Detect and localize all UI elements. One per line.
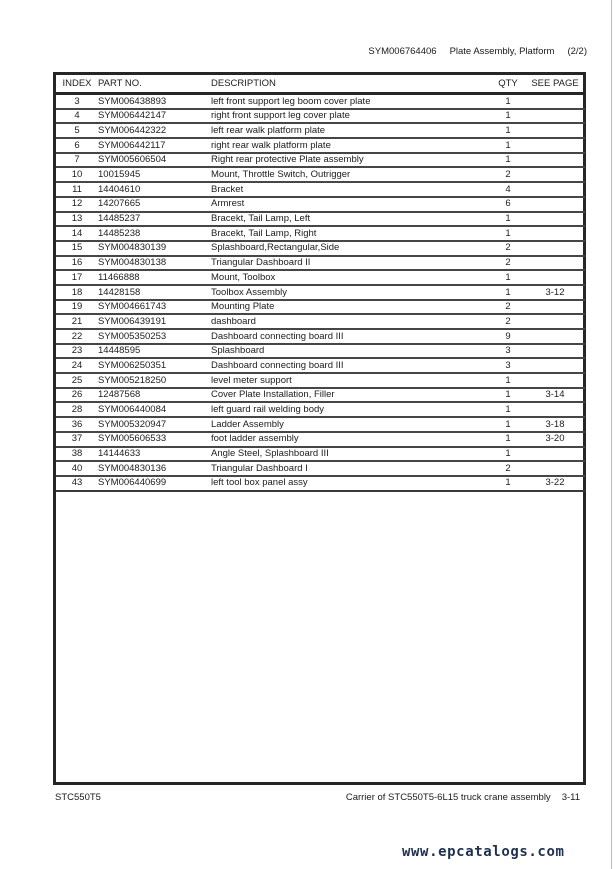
cell-qty: 3 [491, 358, 525, 373]
cell-part-no: SYM005218250 [98, 373, 211, 388]
footer-right [346, 792, 580, 803]
cell-qty: 1 [491, 402, 525, 417]
cell-qty: 9 [491, 329, 525, 344]
table-row [56, 447, 585, 462]
cell-qty: 2 [491, 314, 525, 329]
header-part-number: SYM006764406 [368, 46, 437, 57]
cell-see-page [525, 329, 585, 344]
cell-part-no: 14207665 [98, 197, 211, 212]
cell-part-no: 14404610 [98, 182, 211, 197]
cell-part-no: 11466888 [98, 270, 211, 285]
cell-index: 4 [56, 109, 98, 124]
cell-see-page [525, 300, 585, 315]
cell-description: Ladder Assembly [211, 417, 491, 432]
table-row [56, 402, 585, 417]
table-row [56, 167, 585, 182]
cell-index: 36 [56, 417, 98, 432]
cell-qty: 2 [491, 241, 525, 256]
cell-index: 28 [56, 402, 98, 417]
cell-index: 19 [56, 300, 98, 315]
cell-part-no: SYM005320947 [98, 417, 211, 432]
cell-index: 24 [56, 358, 98, 373]
cell-index: 7 [56, 153, 98, 168]
cell-see-page [525, 153, 585, 168]
cell-see-page: 3-22 [525, 476, 585, 491]
cell-index: 13 [56, 212, 98, 227]
cell-part-no: SYM006438893 [98, 94, 211, 109]
cell-qty: 1 [491, 417, 525, 432]
table-header-row [56, 75, 585, 94]
table-row [56, 432, 585, 447]
footer-page-number: 3-11 [561, 792, 580, 803]
cell-see-page [525, 358, 585, 373]
cell-see-page [525, 123, 585, 138]
cell-part-no: SYM006439191 [98, 314, 211, 329]
cell-qty: 2 [491, 300, 525, 315]
table-row [56, 358, 585, 373]
cell-description: dashboard [211, 314, 491, 329]
cell-qty: 1 [491, 373, 525, 388]
table-row [56, 123, 585, 138]
cell-description: Triangular Dashboard II [211, 256, 491, 271]
cell-part-no: 12487568 [98, 388, 211, 403]
cell-qty: 2 [491, 461, 525, 476]
cell-description: Toolbox Assembly [211, 285, 491, 300]
header-page-indicator: (2/2) [567, 46, 587, 57]
table-row [56, 300, 585, 315]
cell-description: Right rear protective Plate assembly [211, 153, 491, 168]
cell-qty: 3 [491, 344, 525, 359]
parts-table-body [56, 94, 585, 491]
cell-part-no: SYM004661743 [98, 300, 211, 315]
cell-description: Bracket [211, 182, 491, 197]
cell-qty: 6 [491, 197, 525, 212]
cell-description: right rear walk platform plate [211, 138, 491, 153]
cell-see-page [525, 402, 585, 417]
table-row [56, 256, 585, 271]
cell-index: 5 [56, 123, 98, 138]
cell-index: 3 [56, 94, 98, 109]
table-row [56, 476, 585, 491]
cell-index: 25 [56, 373, 98, 388]
table-row [56, 373, 585, 388]
cell-see-page: 3-20 [525, 432, 585, 447]
cell-index: 12 [56, 197, 98, 212]
cell-index: 26 [56, 388, 98, 403]
cell-see-page [525, 447, 585, 462]
page-footer [55, 792, 580, 803]
cell-see-page: 3-18 [525, 417, 585, 432]
cell-index: 18 [56, 285, 98, 300]
cell-index: 6 [56, 138, 98, 153]
cell-index: 21 [56, 314, 98, 329]
parts-table-box [53, 72, 586, 785]
table-row [56, 314, 585, 329]
cell-see-page [525, 373, 585, 388]
cell-description: Splashboard,Rectangular,Side [211, 241, 491, 256]
page-edge-line [611, 0, 612, 869]
cell-index: 17 [56, 270, 98, 285]
parts-table [56, 75, 585, 492]
cell-qty: 1 [491, 94, 525, 109]
cell-part-no: 14485238 [98, 226, 211, 241]
cell-qty: 1 [491, 123, 525, 138]
cell-qty: 1 [491, 270, 525, 285]
cell-qty: 1 [491, 432, 525, 447]
cell-see-page [525, 94, 585, 109]
cell-description: Bracekt, Tail Lamp, Left [211, 212, 491, 227]
table-row [56, 285, 585, 300]
cell-part-no: SYM006442322 [98, 123, 211, 138]
cell-description: Cover Plate Installation, Filler [211, 388, 491, 403]
cell-qty: 1 [491, 476, 525, 491]
cell-see-page: 3-14 [525, 388, 585, 403]
footer-model: STC550T5 [55, 792, 101, 803]
cell-description: Bracekt, Tail Lamp, Right [211, 226, 491, 241]
cell-index: 22 [56, 329, 98, 344]
cell-part-no: 14428158 [98, 285, 211, 300]
table-row [56, 417, 585, 432]
table-row [56, 94, 585, 109]
cell-description: Mount, Toolbox [211, 270, 491, 285]
cell-description: left guard rail welding body [211, 402, 491, 417]
header-title: Plate Assembly, Platform [449, 46, 555, 57]
cell-see-page [525, 182, 585, 197]
cell-part-no: SYM006250351 [98, 358, 211, 373]
cell-description: left front support leg boom cover plate [211, 94, 491, 109]
cell-qty: 4 [491, 182, 525, 197]
table-row [56, 388, 585, 403]
cell-part-no: 14144633 [98, 447, 211, 462]
column-header-index: INDEX [56, 75, 98, 94]
cell-index: 38 [56, 447, 98, 462]
cell-qty: 1 [491, 138, 525, 153]
cell-part-no: SYM006440084 [98, 402, 211, 417]
cell-part-no: 10015945 [98, 167, 211, 182]
page-header [368, 46, 587, 57]
cell-index: 14 [56, 226, 98, 241]
watermark-link[interactable]: www.epcatalogs.com [402, 844, 565, 860]
cell-see-page: 3-12 [525, 285, 585, 300]
cell-description: Angle Steel, Splashboard III [211, 447, 491, 462]
cell-part-no: SYM004830139 [98, 241, 211, 256]
cell-see-page [525, 344, 585, 359]
table-row [56, 226, 585, 241]
cell-part-no: SYM005606504 [98, 153, 211, 168]
cell-index: 37 [56, 432, 98, 447]
cell-description: foot ladder assembly [211, 432, 491, 447]
cell-qty: 2 [491, 256, 525, 271]
table-row [56, 270, 585, 285]
cell-qty: 1 [491, 447, 525, 462]
cell-description: left tool box panel assy [211, 476, 491, 491]
table-row [56, 461, 585, 476]
column-header-see-page: SEE PAGE [525, 75, 585, 94]
column-header-qty: QTY [491, 75, 525, 94]
cell-see-page [525, 256, 585, 271]
cell-see-page [525, 167, 585, 182]
cell-see-page [525, 138, 585, 153]
table-row [56, 197, 585, 212]
column-header-description: DESCRIPTION [211, 75, 491, 94]
cell-see-page [525, 270, 585, 285]
cell-see-page [525, 212, 585, 227]
table-row [56, 344, 585, 359]
table-row [56, 241, 585, 256]
cell-description: Splashboard [211, 344, 491, 359]
cell-index: 10 [56, 167, 98, 182]
table-row [56, 212, 585, 227]
cell-index: 11 [56, 182, 98, 197]
cell-see-page [525, 197, 585, 212]
cell-see-page [525, 109, 585, 124]
table-row [56, 138, 585, 153]
cell-description: left rear walk platform plate [211, 123, 491, 138]
cell-part-no: SYM004830138 [98, 256, 211, 271]
cell-index: 16 [56, 256, 98, 271]
table-row [56, 153, 585, 168]
cell-see-page [525, 461, 585, 476]
column-header-part-no: PART NO. [98, 75, 211, 94]
cell-index: 43 [56, 476, 98, 491]
cell-qty: 1 [491, 388, 525, 403]
cell-part-no: SYM005350253 [98, 329, 211, 344]
table-row [56, 109, 585, 124]
cell-qty: 1 [491, 212, 525, 227]
cell-part-no: 14448595 [98, 344, 211, 359]
cell-index: 40 [56, 461, 98, 476]
table-row [56, 182, 585, 197]
cell-index: 15 [56, 241, 98, 256]
cell-description: Dashboard connecting board III [211, 329, 491, 344]
table-row [56, 329, 585, 344]
cell-qty: 1 [491, 285, 525, 300]
cell-description: level meter support [211, 373, 491, 388]
cell-see-page [525, 226, 585, 241]
cell-qty: 1 [491, 109, 525, 124]
cell-part-no: SYM006442117 [98, 138, 211, 153]
cell-index: 23 [56, 344, 98, 359]
cell-description: Dashboard connecting board III [211, 358, 491, 373]
cell-part-no: SYM005606533 [98, 432, 211, 447]
cell-qty: 1 [491, 153, 525, 168]
cell-description: right front support leg cover plate [211, 109, 491, 124]
cell-description: Triangular Dashboard I [211, 461, 491, 476]
cell-part-no: SYM006440699 [98, 476, 211, 491]
cell-qty: 2 [491, 167, 525, 182]
cell-see-page [525, 241, 585, 256]
cell-part-no: SYM006442147 [98, 109, 211, 124]
footer-caption: Carrier of STC550T5-6L15 truck crane assembly [345, 792, 551, 803]
cell-part-no: 14485237 [98, 212, 211, 227]
cell-part-no: SYM004830136 [98, 461, 211, 476]
cell-description: Mount, Throttle Switch, Outrigger [211, 167, 491, 182]
cell-description: Mounting Plate [211, 300, 491, 315]
cell-description: Armrest [211, 197, 491, 212]
cell-see-page [525, 314, 585, 329]
cell-qty: 1 [491, 226, 525, 241]
